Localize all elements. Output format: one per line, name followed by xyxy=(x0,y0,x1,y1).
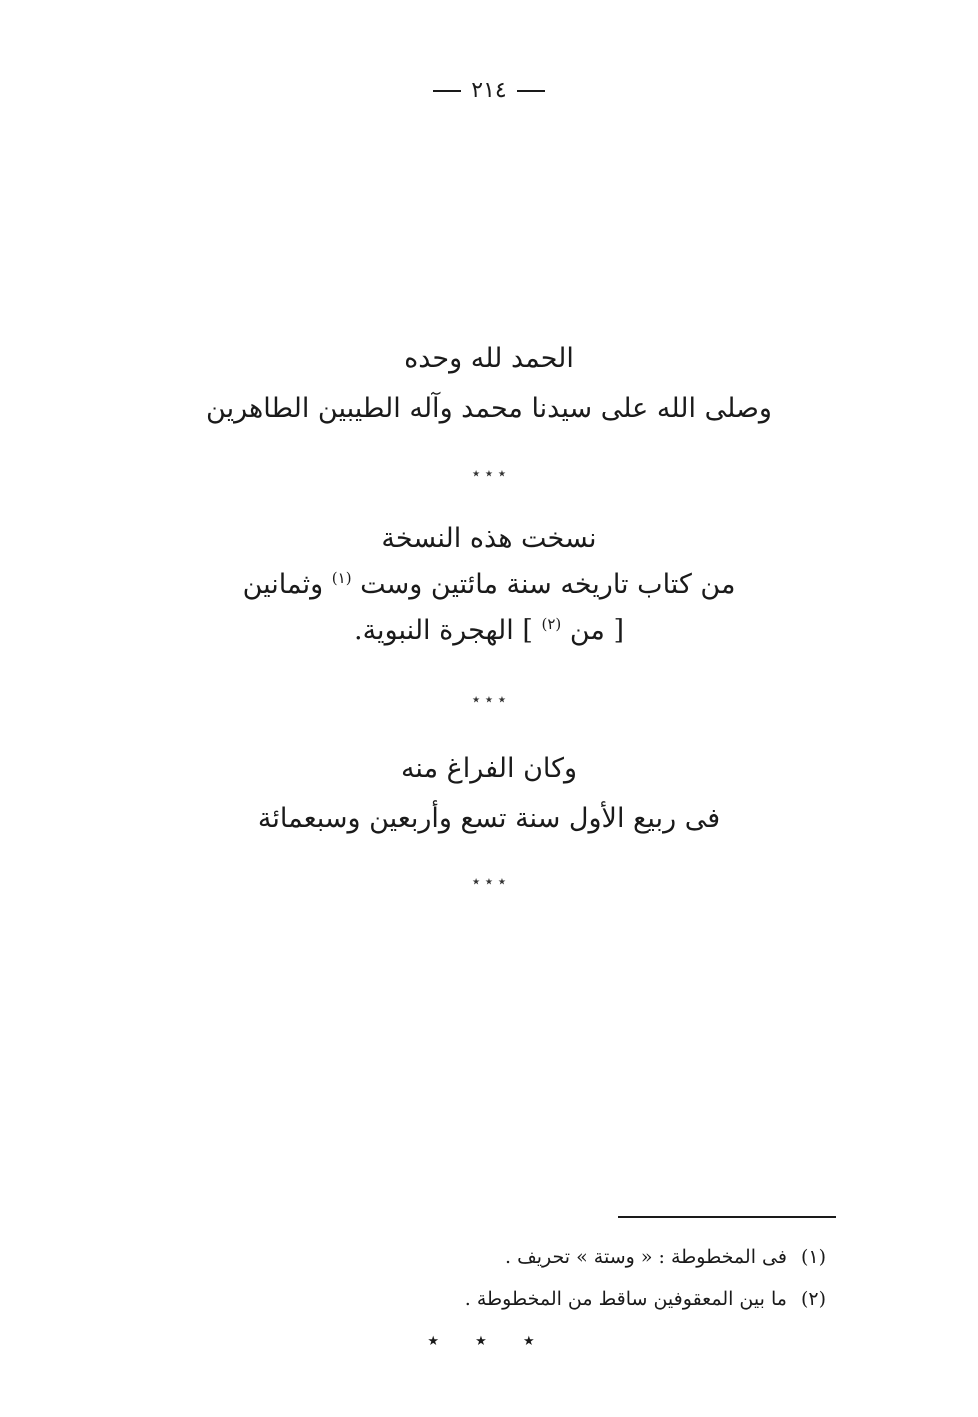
closing-praise xyxy=(0,334,978,434)
copy-note-line-3-open: [ من xyxy=(569,615,624,646)
separator-stars-2: ٭ ٭ ٭ xyxy=(471,690,507,708)
footnote-divider xyxy=(618,1216,836,1218)
closing-line-2: وصلى الله على سيدنا محمد وآله الطيبين الطاهرين xyxy=(206,393,772,424)
footnote-ref-2: (٢) xyxy=(541,615,562,633)
end-mark-stars: ★ ★ ★ xyxy=(427,1334,551,1349)
footnote-1-text: فى المخطوطة : « وستة » تحريف . xyxy=(505,1246,787,1268)
copy-note xyxy=(0,516,978,654)
completion-note xyxy=(0,744,978,844)
copy-note-line-3 xyxy=(0,608,978,654)
page-number-text: ٢١٤ xyxy=(471,78,507,103)
copy-note-line-1: نسخت هذه النسخة xyxy=(381,523,597,554)
footnotes xyxy=(465,1236,826,1320)
copy-note-line-3-after: ] الهجرة النبوية. xyxy=(354,615,533,646)
separator-stars-1: ٭ ٭ ٭ xyxy=(471,464,507,482)
completion-line-1: وكان الفراغ منه xyxy=(400,753,578,784)
footnote-2 xyxy=(465,1278,826,1320)
footnote-2-text: ما بين المعقوفين ساقط من المخطوطة . xyxy=(464,1288,787,1310)
copy-note-line-2 xyxy=(0,562,978,608)
footnote-2-number: (٢) xyxy=(800,1288,826,1310)
footnote-1-number: (١) xyxy=(800,1246,826,1268)
completion-line-2: فى ربيع الأول سنة تسع وأربعين وسبعمائة xyxy=(257,803,721,834)
footnote-1 xyxy=(465,1236,826,1278)
separator-stars-3: ٭ ٭ ٭ xyxy=(471,872,507,890)
page-number-dash-right xyxy=(517,90,545,92)
page-number xyxy=(0,78,978,103)
footnote-ref-1: (١) xyxy=(331,569,352,587)
page-number-dash-left xyxy=(433,90,461,92)
closing-line-1: الحمد لله وحده xyxy=(404,343,574,374)
copy-note-line-2-after: وثمانين xyxy=(242,569,324,600)
copy-note-line-2-before: من كتاب تاريخه سنة مائتين وست xyxy=(360,569,736,600)
